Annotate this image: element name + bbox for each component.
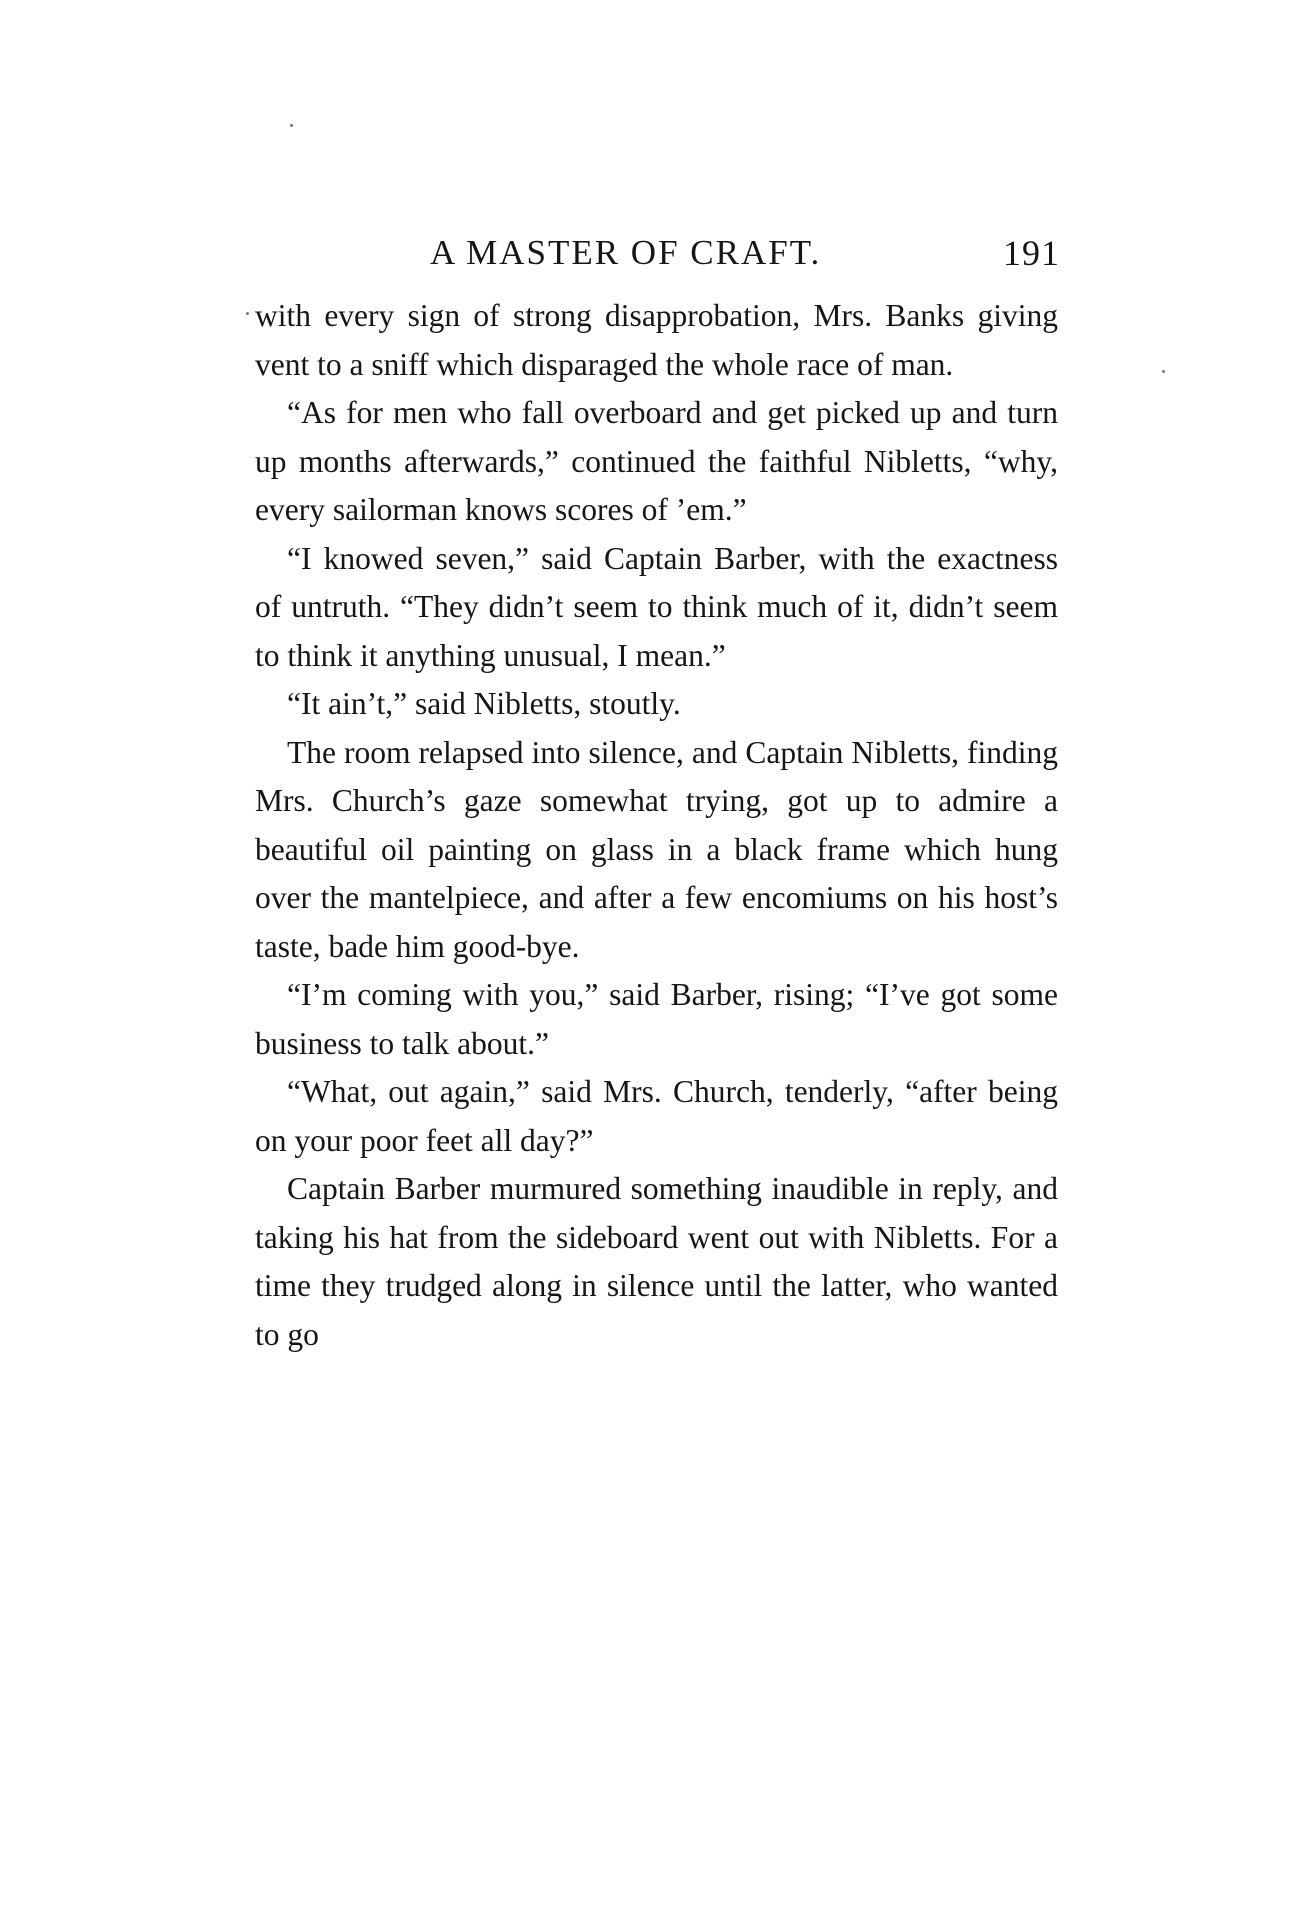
- paragraph: “As for men who fall overboard and get picked up and turn up months afterwards,” continued the faithful Nibletts, “why, every sailorman knows scores of ’em.”: [255, 395, 1058, 527]
- paragraph: The room relapsed into silence, and Captain Nibletts, finding Mrs. Church’s gaze somewhat trying, got up to admire a beautiful oil painting on glass in a black frame which hung over the mantelpiece, and after a few encomiums on his host’s taste, bade him good-bye.: [255, 734, 1058, 964]
- paragraph: “I’m coming with you,” said Barber, rising; “I’ve got some business to talk about.”: [255, 977, 1058, 1061]
- paragraph: “It ain’t,” said Nibletts, stoutly.: [287, 686, 681, 721]
- paragraph: “What, out again,” said Mrs. Church, tenderly, “after being on your poor feet all day?”: [255, 1074, 1058, 1158]
- paragraph: with every sign of strong disapprobation, Mrs. Banks giving vent to a sniff which disparaged the whole race of man.: [255, 298, 1058, 382]
- running-title: A MASTER OF CRAFT.: [430, 233, 822, 272]
- scan-speck: [1162, 370, 1165, 373]
- paragraph: “I knowed seven,” said Captain Barber, with the exactness of untruth. “They didn’t seem to think much of it, didn’t seem to think it anything unusual, I mean.”: [255, 540, 1058, 673]
- body-text: [255, 292, 1058, 1359]
- running-head: [255, 228, 1070, 278]
- scan-speck: [290, 124, 293, 127]
- scan-speck: [246, 312, 249, 315]
- paragraph: Captain Barber murmured something inaudible in reply, and taking his hat from the sideboard went out with Nibletts. For a time they trudged along in silence until the latter, who wanted to go: [255, 1171, 1058, 1352]
- page-number: 191: [1003, 233, 1060, 273]
